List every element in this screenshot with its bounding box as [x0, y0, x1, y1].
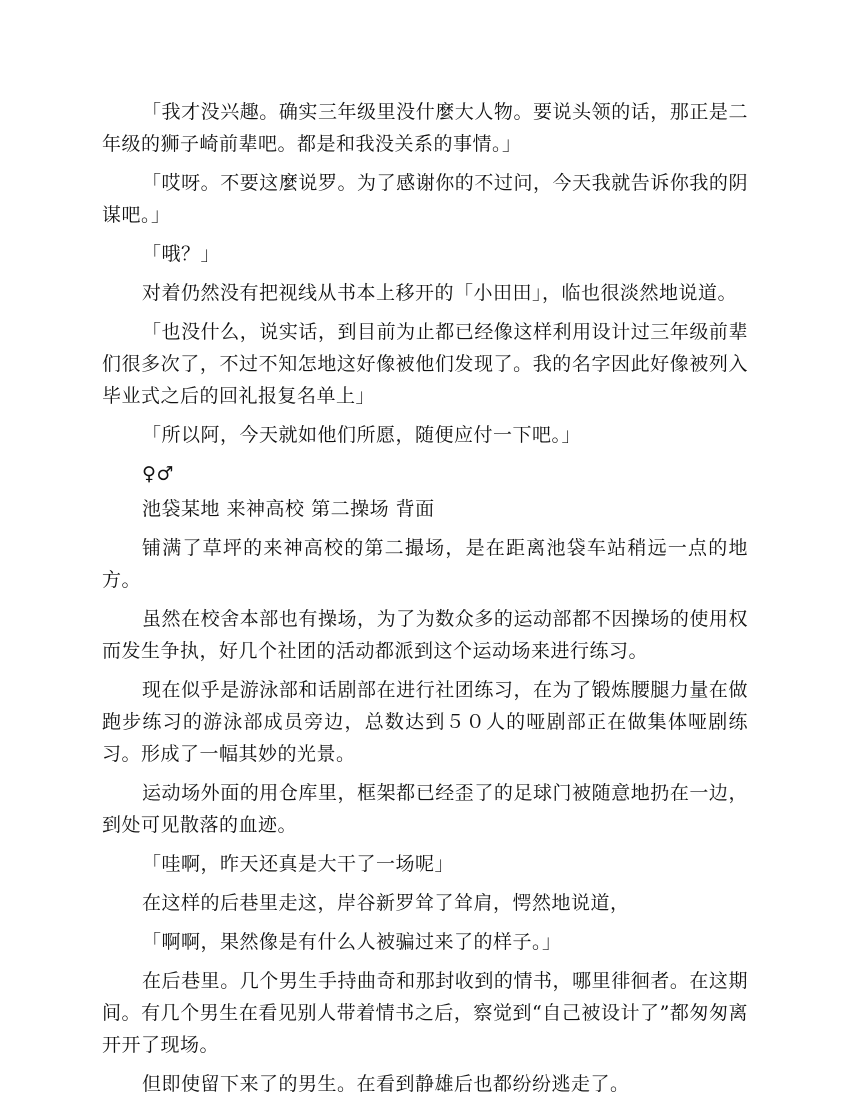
paragraph: 运动场外面的用仓库里，框架都已经歪了的足球门被随意地扔在一边，到处可见散落的血迹。 [102, 782, 748, 836]
paragraph: 现在似乎是游泳部和话剧部在进行社团练习，在为了锻炼腰腿力量在做跑步练习的游泳部成员旁边，总数达到５０人的哑剧部正在做集体哑剧练习。形成了一幅其妙的光景。 [102, 679, 748, 765]
paragraph: 铺满了草坪的来神高校的第二撮场，是在距离池袋车站稍远一点的地方。 [102, 537, 748, 591]
scene-heading: 池袋某地 来神高校 第二操场 背面 [142, 498, 435, 520]
document-page [102, 96, 748, 1107]
paragraph: 在这样的后巷里走这，岸谷新罗耸了耸肩，愕然地说道， [142, 892, 630, 914]
paragraph: 「我才没兴趣。确实三年级里没什麼大人物。要说头领的话，那正是二年级的狮子崎前辈吧。都是和我没关系的事情。」 [102, 101, 748, 155]
paragraph: 在后巷里。几个男生手持曲奇和那封收到的情书，哪里徘徊者。在这期间。有几个男生在看见别人带着情书之后，察觉到“自己被设计了”都匆匆离开开了现场。 [102, 970, 748, 1056]
paragraph: 「也没什么，说实话，到目前为止都已经像这样利用设计过三年级前辈们很多次了，不过不知怎地这好像被他们发现了。我的名字因此好像被列入毕业式之后的回礼报复名单上」 [102, 321, 748, 407]
scene-break: ♀♂ [142, 463, 174, 485]
paragraph: 但即使留下来了的男生。在看到静雄后也都纷纷逃走了。 [142, 1073, 630, 1095]
paragraph: 「哇啊，昨天还真是大干了一场呢」 [142, 853, 455, 875]
paragraph: 「哎呀。不要这麼说罗。为了感谢你的不过问，今天我就告诉你我的阴谋吧。」 [102, 172, 748, 226]
paragraph: 「所以阿，今天就如他们所愿，随便应付一下吧。」 [142, 424, 582, 446]
paragraph: 「哦？」 [142, 243, 221, 265]
paragraph: 对着仍然没有把视线从书本上移开的「小田田」，临也很淡然地说道。 [142, 282, 738, 304]
paragraph: 虽然在校舍本部也有操场，为了为数众多的运动部都不因操场的使用权而发生争执，好几个社团的活动都派到这个运动场来进行练习。 [102, 608, 748, 662]
paragraph: 「啊啊，果然像是有什么人被骗过来了的样子。」 [142, 931, 562, 953]
